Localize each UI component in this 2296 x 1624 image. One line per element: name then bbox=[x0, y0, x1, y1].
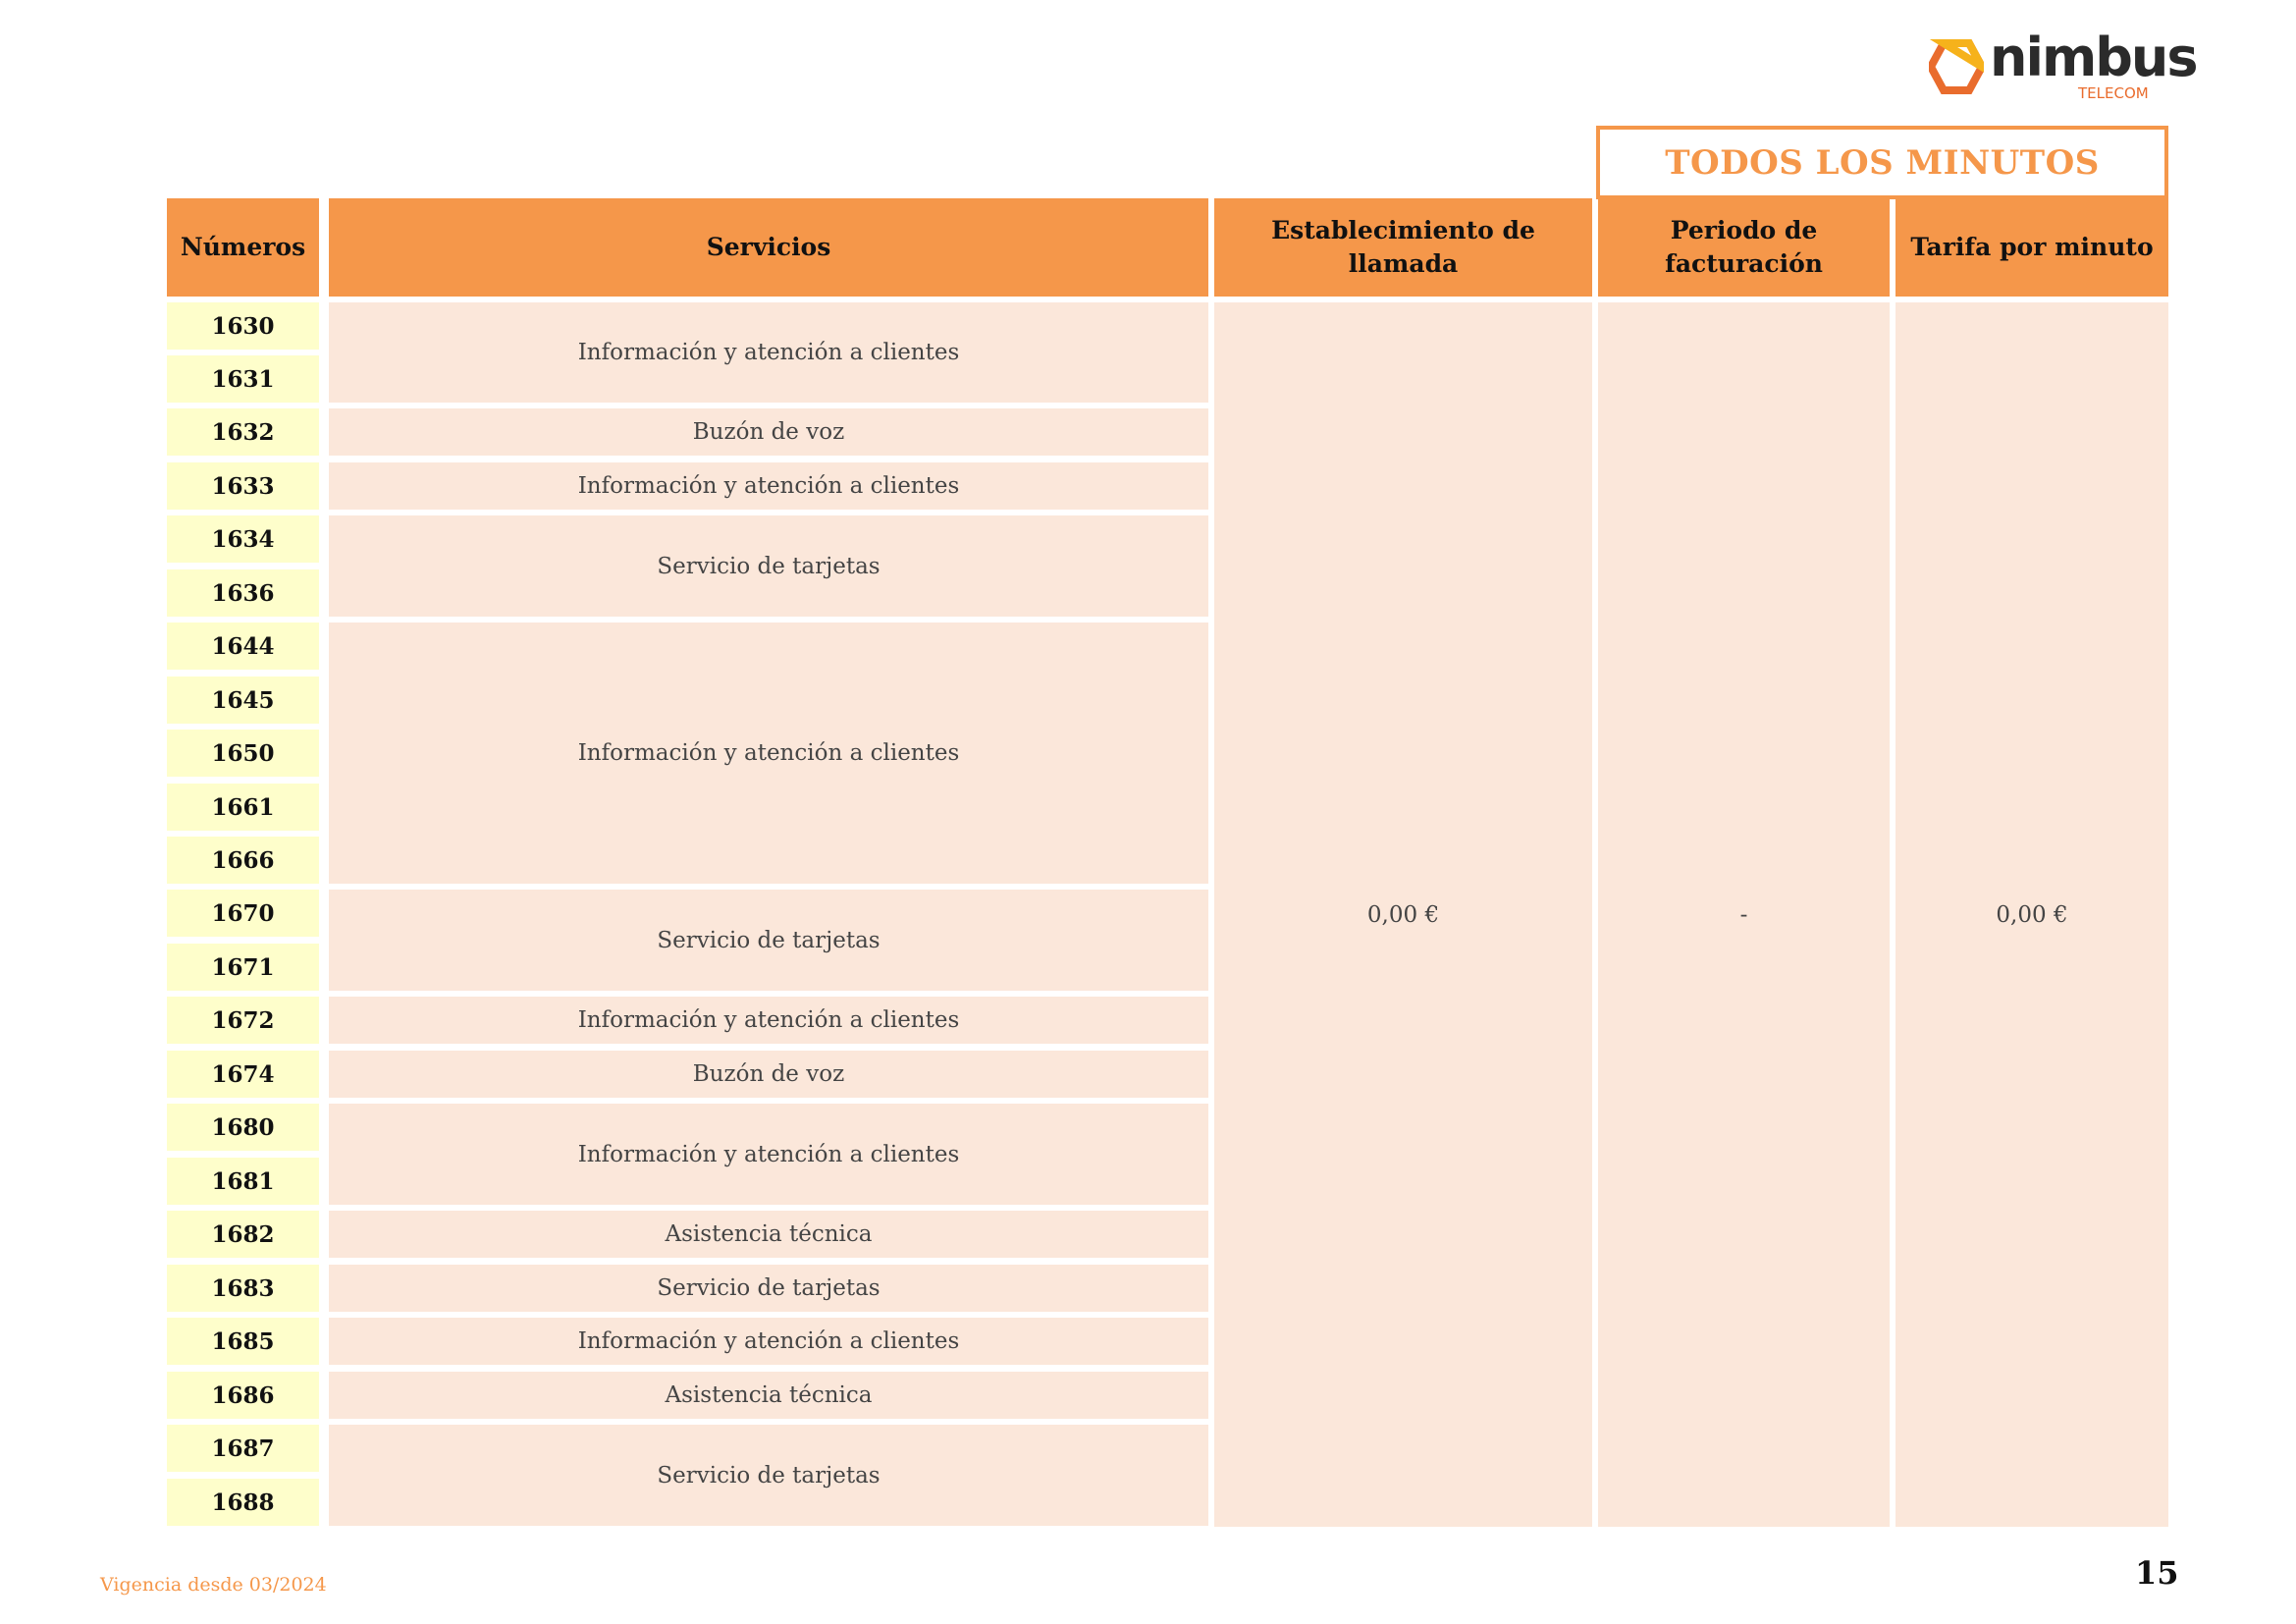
page-number: 15 bbox=[2135, 1554, 2179, 1592]
nimbus-logo bbox=[1929, 27, 2197, 106]
service-cell: Servicio de tarjetas bbox=[329, 890, 1208, 991]
service-cell: Información y atención a clientes bbox=[329, 997, 1208, 1044]
number-cell: 1633 bbox=[167, 462, 319, 510]
number-cell: 1682 bbox=[167, 1211, 319, 1258]
number-cell: 1671 bbox=[167, 944, 319, 991]
header-periodo: Periodo de facturación bbox=[1598, 198, 1890, 297]
number-cell: 1634 bbox=[167, 515, 319, 563]
number-cell: 1630 bbox=[167, 302, 319, 350]
service-cell: Servicio de tarjetas bbox=[329, 1265, 1208, 1312]
number-cell: 1688 bbox=[167, 1479, 319, 1526]
number-cell: 1686 bbox=[167, 1372, 319, 1419]
number-cell: 1680 bbox=[167, 1104, 319, 1151]
number-cell: 1650 bbox=[167, 730, 319, 777]
periodo-value-cell: - bbox=[1598, 302, 1890, 1527]
header-numeros: Números bbox=[167, 198, 319, 297]
number-cell: 1666 bbox=[167, 837, 319, 884]
service-cell: Información y atención a clientes bbox=[329, 302, 1208, 403]
number-cell: 1661 bbox=[167, 784, 319, 831]
number-cell: 1670 bbox=[167, 890, 319, 937]
service-cell: Asistencia técnica bbox=[329, 1372, 1208, 1419]
service-cell: Buzón de voz bbox=[329, 408, 1208, 456]
number-cell: 1672 bbox=[167, 997, 319, 1044]
number-cell: 1681 bbox=[167, 1158, 319, 1205]
logo-wordmark: nimbus bbox=[1990, 27, 2197, 88]
service-cell: Información y atención a clientes bbox=[329, 623, 1208, 884]
header-servicios: Servicios bbox=[329, 198, 1208, 297]
number-cell: 1645 bbox=[167, 677, 319, 724]
number-cell: 1674 bbox=[167, 1051, 319, 1098]
number-cell: 1687 bbox=[167, 1425, 319, 1472]
service-cell: Buzón de voz bbox=[329, 1051, 1208, 1098]
number-cell: 1631 bbox=[167, 355, 319, 403]
number-cell: 1685 bbox=[167, 1318, 319, 1365]
number-cell: 1636 bbox=[167, 569, 319, 617]
header-establecimiento: Establecimiento de llamada bbox=[1214, 198, 1592, 297]
service-cell: Servicio de tarjetas bbox=[329, 1425, 1208, 1526]
number-cell: 1683 bbox=[167, 1265, 319, 1312]
logo-subtitle: TELECOM bbox=[2078, 84, 2149, 102]
number-cell: 1632 bbox=[167, 408, 319, 456]
todos-los-minutos-banner: TODOS LOS MINUTOS bbox=[1596, 126, 2168, 199]
service-cell: Servicio de tarjetas bbox=[329, 515, 1208, 617]
service-cell: Información y atención a clientes bbox=[329, 1318, 1208, 1365]
number-cell: 1644 bbox=[167, 623, 319, 670]
tarifa-value-cell: 0,00 € bbox=[1896, 302, 2168, 1527]
establecimiento-value-cell: 0,00 € bbox=[1214, 302, 1592, 1527]
header-tarifa: Tarifa por minuto bbox=[1896, 198, 2168, 297]
service-cell: Asistencia técnica bbox=[329, 1211, 1208, 1258]
validity-footer: Vigencia desde 03/2024 bbox=[100, 1574, 327, 1596]
service-cell: Información y atención a clientes bbox=[329, 1104, 1208, 1205]
hexagon-logo-icon bbox=[1929, 39, 1984, 94]
service-cell: Información y atención a clientes bbox=[329, 462, 1208, 510]
